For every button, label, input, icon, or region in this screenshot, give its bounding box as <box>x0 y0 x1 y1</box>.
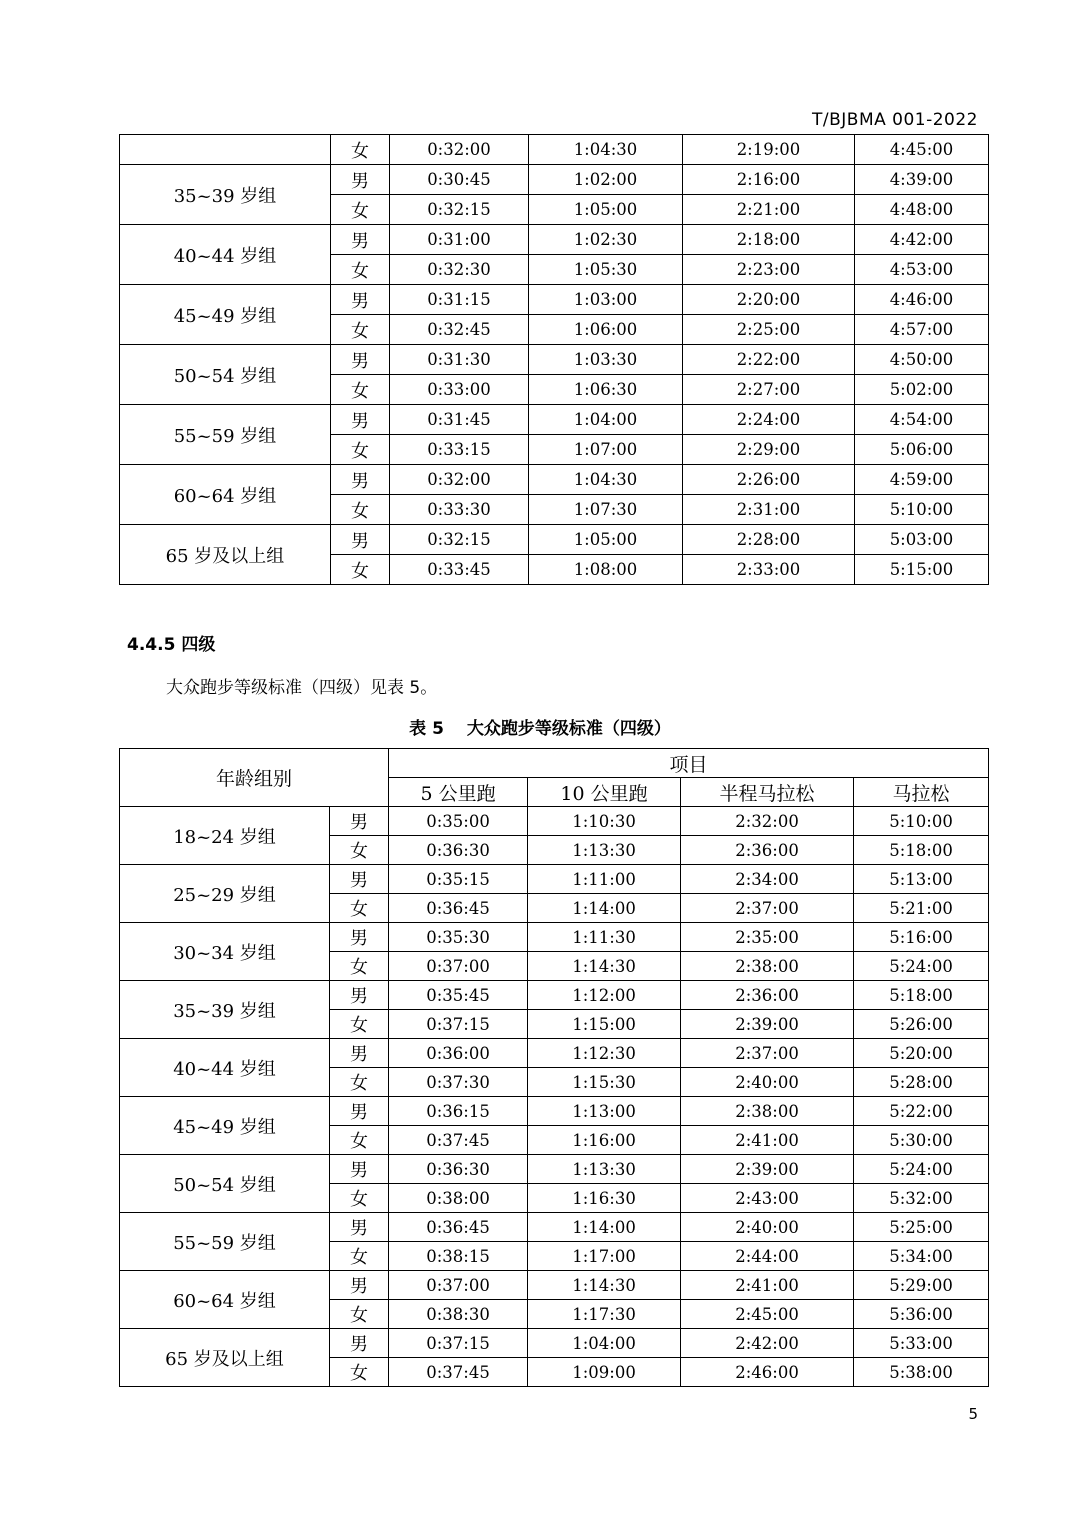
time-cell: 5:26:00 <box>854 1010 989 1039</box>
time-cell: 2:40:00 <box>681 1068 854 1097</box>
table-row <box>120 465 989 495</box>
time-cell: 0:36:45 <box>389 894 528 923</box>
age-group-cell: 30~34 岁组 <box>120 923 330 981</box>
gender-cell: 男 <box>331 345 390 375</box>
time-cell: 1:13:30 <box>528 836 681 865</box>
time-cell: 0:37:45 <box>389 1126 528 1155</box>
time-cell: 5:36:00 <box>854 1300 989 1329</box>
time-cell: 1:14:00 <box>528 894 681 923</box>
age-group-cell: 65 岁及以上组 <box>120 525 331 585</box>
time-cell: 2:40:00 <box>681 1213 854 1242</box>
time-cell: 2:41:00 <box>681 1271 854 1300</box>
time-cell: 2:20:00 <box>683 285 855 315</box>
age-group-cell: 50~54 岁组 <box>120 1155 330 1213</box>
section-body-text: 大众跑步等级标准（四级）见表 5。 <box>166 678 438 698</box>
gender-cell: 女 <box>330 1242 389 1271</box>
gender-cell: 男 <box>330 981 389 1010</box>
table-row <box>120 981 989 1010</box>
time-cell: 2:38:00 <box>681 1097 854 1126</box>
time-cell: 1:03:30 <box>529 345 683 375</box>
time-cell: 2:23:00 <box>683 255 855 285</box>
time-cell: 5:10:00 <box>854 807 989 836</box>
time-cell: 1:06:00 <box>529 315 683 345</box>
time-cell: 2:33:00 <box>683 555 855 585</box>
time-cell: 0:33:30 <box>390 495 529 525</box>
time-cell: 2:35:00 <box>681 923 854 952</box>
time-cell: 2:24:00 <box>683 405 855 435</box>
gender-cell: 男 <box>330 1155 389 1184</box>
table-row <box>120 923 989 952</box>
time-cell: 1:16:30 <box>528 1184 681 1213</box>
table-row <box>120 1155 989 1184</box>
gender-cell: 女 <box>331 435 390 465</box>
time-cell: 0:37:30 <box>389 1068 528 1097</box>
time-cell: 2:27:00 <box>683 375 855 405</box>
time-cell: 1:11:30 <box>528 923 681 952</box>
time-cell: 1:02:00 <box>529 165 683 195</box>
gender-cell: 女 <box>330 1300 389 1329</box>
time-cell: 0:35:15 <box>389 865 528 894</box>
gender-cell: 男 <box>331 165 390 195</box>
table-row <box>120 525 989 555</box>
time-cell: 1:14:30 <box>528 1271 681 1300</box>
time-cell: 0:38:00 <box>389 1184 528 1213</box>
gender-cell: 女 <box>331 255 390 285</box>
time-cell: 5:10:00 <box>855 495 989 525</box>
age-group-cell: 45~49 岁组 <box>120 285 331 345</box>
time-cell: 1:04:30 <box>529 465 683 495</box>
table-caption: 表 5 大众跑步等级标准（四级） <box>409 719 671 739</box>
table-row <box>120 225 989 255</box>
time-cell: 5:24:00 <box>854 952 989 981</box>
time-cell: 4:50:00 <box>855 345 989 375</box>
gender-cell: 男 <box>330 923 389 952</box>
event-header: 10 公里跑 <box>528 778 681 807</box>
time-cell: 2:26:00 <box>683 465 855 495</box>
time-cell: 5:15:00 <box>855 555 989 585</box>
time-cell: 5:24:00 <box>854 1155 989 1184</box>
time-cell: 1:09:00 <box>528 1358 681 1387</box>
time-cell: 1:05:00 <box>529 195 683 225</box>
time-cell: 4:42:00 <box>855 225 989 255</box>
time-cell: 2:39:00 <box>681 1155 854 1184</box>
gender-cell: 男 <box>331 285 390 315</box>
time-cell: 0:36:00 <box>389 1039 528 1068</box>
gender-cell: 女 <box>331 135 390 165</box>
age-group-cell: 35~39 岁组 <box>120 981 330 1039</box>
time-cell: 5:28:00 <box>854 1068 989 1097</box>
time-cell: 2:36:00 <box>681 981 854 1010</box>
time-cell: 1:12:00 <box>528 981 681 1010</box>
time-cell: 5:38:00 <box>854 1358 989 1387</box>
time-cell: 1:17:30 <box>528 1300 681 1329</box>
event-header: 马拉松 <box>854 778 989 807</box>
time-cell: 2:45:00 <box>681 1300 854 1329</box>
time-cell: 0:31:45 <box>390 405 529 435</box>
gender-cell: 女 <box>330 1010 389 1039</box>
time-cell: 0:35:00 <box>389 807 528 836</box>
time-cell: 5:33:00 <box>854 1329 989 1358</box>
item-header: 项目 <box>389 749 989 778</box>
time-cell: 4:48:00 <box>855 195 989 225</box>
time-cell: 5:18:00 <box>854 981 989 1010</box>
time-cell: 2:22:00 <box>683 345 855 375</box>
time-cell: 4:46:00 <box>855 285 989 315</box>
time-cell: 0:31:00 <box>390 225 529 255</box>
gender-cell: 男 <box>330 865 389 894</box>
time-cell: 5:29:00 <box>854 1271 989 1300</box>
time-cell: 1:04:00 <box>528 1329 681 1358</box>
time-cell: 2:31:00 <box>683 495 855 525</box>
time-cell: 2:19:00 <box>683 135 855 165</box>
time-cell: 4:59:00 <box>855 465 989 495</box>
time-cell: 2:37:00 <box>681 894 854 923</box>
time-cell: 5:06:00 <box>855 435 989 465</box>
time-cell: 1:04:30 <box>529 135 683 165</box>
gender-cell: 男 <box>331 225 390 255</box>
time-cell: 5:16:00 <box>854 923 989 952</box>
age-group-cell <box>120 135 331 165</box>
table-row <box>120 1039 989 1068</box>
time-cell: 2:41:00 <box>681 1126 854 1155</box>
gender-cell: 女 <box>330 1358 389 1387</box>
age-group-cell: 18~24 岁组 <box>120 807 330 865</box>
time-cell: 5:02:00 <box>855 375 989 405</box>
time-cell: 1:05:00 <box>529 525 683 555</box>
time-cell: 2:16:00 <box>683 165 855 195</box>
table-row <box>120 405 989 435</box>
time-cell: 1:11:00 <box>528 865 681 894</box>
time-cell: 0:32:30 <box>390 255 529 285</box>
time-cell: 1:02:30 <box>529 225 683 255</box>
time-cell: 2:28:00 <box>683 525 855 555</box>
document-code: T/BJBMA 001-2022 <box>812 110 978 130</box>
time-cell: 1:15:00 <box>528 1010 681 1039</box>
time-cell: 0:37:15 <box>389 1010 528 1039</box>
time-cell: 0:33:00 <box>390 375 529 405</box>
time-cell: 0:37:00 <box>389 1271 528 1300</box>
time-cell: 4:45:00 <box>855 135 989 165</box>
time-cell: 4:54:00 <box>855 405 989 435</box>
time-cell: 4:39:00 <box>855 165 989 195</box>
time-cell: 1:16:00 <box>528 1126 681 1155</box>
gender-cell: 男 <box>331 465 390 495</box>
time-cell: 0:37:15 <box>389 1329 528 1358</box>
time-cell: 0:32:15 <box>390 525 529 555</box>
gender-cell: 女 <box>331 555 390 585</box>
time-cell: 5:32:00 <box>854 1184 989 1213</box>
time-cell: 1:14:00 <box>528 1213 681 1242</box>
age-group-cell: 35~39 岁组 <box>120 165 331 225</box>
time-cell: 1:10:30 <box>528 807 681 836</box>
time-cell: 0:32:00 <box>390 135 529 165</box>
age-group-header: 年龄组别 <box>120 749 389 807</box>
gender-cell: 女 <box>331 495 390 525</box>
age-group-cell: 40~44 岁组 <box>120 225 331 285</box>
time-cell: 0:36:30 <box>389 836 528 865</box>
time-cell: 0:33:15 <box>390 435 529 465</box>
time-cell: 2:46:00 <box>681 1358 854 1387</box>
time-cell: 0:37:45 <box>389 1358 528 1387</box>
time-cell: 2:25:00 <box>683 315 855 345</box>
table-row <box>120 135 989 165</box>
event-header: 5 公里跑 <box>389 778 528 807</box>
gender-cell: 男 <box>330 807 389 836</box>
time-cell: 5:03:00 <box>855 525 989 555</box>
age-group-cell: 65 岁及以上组 <box>120 1329 330 1387</box>
gender-cell: 男 <box>331 405 390 435</box>
time-cell: 5:21:00 <box>854 894 989 923</box>
time-cell: 1:14:30 <box>528 952 681 981</box>
gender-cell: 女 <box>331 195 390 225</box>
gender-cell: 男 <box>330 1097 389 1126</box>
gender-cell: 女 <box>330 836 389 865</box>
time-cell: 1:12:30 <box>528 1039 681 1068</box>
time-cell: 5:34:00 <box>854 1242 989 1271</box>
time-cell: 5:18:00 <box>854 836 989 865</box>
gender-cell: 女 <box>331 315 390 345</box>
age-group-cell: 25~29 岁组 <box>120 865 330 923</box>
time-cell: 1:07:30 <box>529 495 683 525</box>
gender-cell: 男 <box>330 1039 389 1068</box>
event-header: 半程马拉松 <box>681 778 854 807</box>
table-row <box>120 807 989 836</box>
age-group-cell: 55~59 岁组 <box>120 405 331 465</box>
time-cell: 5:22:00 <box>854 1097 989 1126</box>
time-cell: 0:32:45 <box>390 315 529 345</box>
time-cell: 0:36:45 <box>389 1213 528 1242</box>
time-cell: 1:04:00 <box>529 405 683 435</box>
time-cell: 1:03:00 <box>529 285 683 315</box>
table-row <box>120 1329 989 1358</box>
table-continued-body <box>120 135 989 585</box>
time-cell: 5:20:00 <box>854 1039 989 1068</box>
gender-cell: 男 <box>330 1213 389 1242</box>
time-cell: 0:36:15 <box>389 1097 528 1126</box>
time-cell: 1:17:00 <box>528 1242 681 1271</box>
time-cell: 5:13:00 <box>854 865 989 894</box>
time-cell: 5:30:00 <box>854 1126 989 1155</box>
age-group-cell: 50~54 岁组 <box>120 345 331 405</box>
gender-cell: 男 <box>330 1329 389 1358</box>
time-cell: 2:42:00 <box>681 1329 854 1358</box>
table5-body <box>120 807 989 1387</box>
time-cell: 4:57:00 <box>855 315 989 345</box>
time-cell: 2:39:00 <box>681 1010 854 1039</box>
time-cell: 0:31:15 <box>390 285 529 315</box>
gender-cell: 男 <box>331 525 390 555</box>
time-cell: 0:38:15 <box>389 1242 528 1271</box>
gender-cell: 女 <box>330 894 389 923</box>
gender-cell: 女 <box>330 952 389 981</box>
table-row <box>120 1271 989 1300</box>
section-heading: 4.4.5 四级 <box>127 635 216 655</box>
time-cell: 2:34:00 <box>681 865 854 894</box>
time-cell: 2:36:00 <box>681 836 854 865</box>
age-group-cell: 55~59 岁组 <box>120 1213 330 1271</box>
header-row <box>120 749 989 778</box>
table-row <box>120 345 989 375</box>
grade-table-continued <box>119 134 989 585</box>
table-row <box>120 865 989 894</box>
time-cell: 1:15:30 <box>528 1068 681 1097</box>
time-cell: 1:13:30 <box>528 1155 681 1184</box>
time-cell: 0:32:15 <box>390 195 529 225</box>
time-cell: 2:43:00 <box>681 1184 854 1213</box>
time-cell: 2:32:00 <box>681 807 854 836</box>
page-number: 5 <box>968 1405 978 1423</box>
table-row <box>120 1097 989 1126</box>
age-group-cell: 60~64 岁组 <box>120 1271 330 1329</box>
gender-cell: 女 <box>330 1126 389 1155</box>
time-cell: 1:07:00 <box>529 435 683 465</box>
time-cell: 1:13:00 <box>528 1097 681 1126</box>
time-cell: 2:38:00 <box>681 952 854 981</box>
gender-cell: 男 <box>330 1271 389 1300</box>
time-cell: 1:06:30 <box>529 375 683 405</box>
table5-header <box>120 749 989 807</box>
time-cell: 0:32:00 <box>390 465 529 495</box>
time-cell: 0:31:30 <box>390 345 529 375</box>
table-row <box>120 285 989 315</box>
age-group-cell: 60~64 岁组 <box>120 465 331 525</box>
time-cell: 0:36:30 <box>389 1155 528 1184</box>
time-cell: 2:18:00 <box>683 225 855 255</box>
time-cell: 0:37:00 <box>389 952 528 981</box>
time-cell: 2:29:00 <box>683 435 855 465</box>
gender-cell: 女 <box>330 1184 389 1213</box>
time-cell: 2:21:00 <box>683 195 855 225</box>
time-cell: 1:08:00 <box>529 555 683 585</box>
gender-cell: 女 <box>331 375 390 405</box>
time-cell: 0:30:45 <box>390 165 529 195</box>
time-cell: 2:37:00 <box>681 1039 854 1068</box>
time-cell: 1:05:30 <box>529 255 683 285</box>
time-cell: 2:44:00 <box>681 1242 854 1271</box>
time-cell: 4:53:00 <box>855 255 989 285</box>
table-row <box>120 1213 989 1242</box>
time-cell: 5:25:00 <box>854 1213 989 1242</box>
grade-table-5 <box>119 748 989 1387</box>
time-cell: 0:38:30 <box>389 1300 528 1329</box>
gender-cell: 女 <box>330 1068 389 1097</box>
age-group-cell: 40~44 岁组 <box>120 1039 330 1097</box>
time-cell: 0:35:45 <box>389 981 528 1010</box>
time-cell: 0:33:45 <box>390 555 529 585</box>
table-row <box>120 165 989 195</box>
age-group-cell: 45~49 岁组 <box>120 1097 330 1155</box>
time-cell: 0:35:30 <box>389 923 528 952</box>
